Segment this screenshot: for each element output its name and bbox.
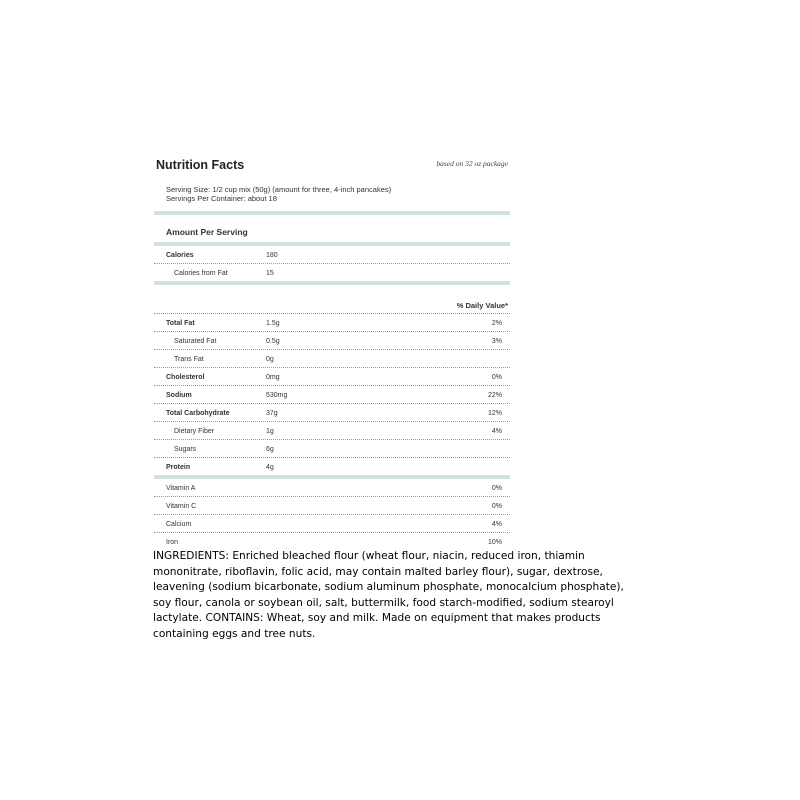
amount-per-serving-label: Amount Per Serving	[166, 227, 248, 237]
daily-value-header-row	[154, 285, 510, 314]
nutrient-label: Trans Fat	[174, 356, 204, 363]
nutrient-amount: 1.5g	[266, 320, 280, 327]
calories-value: 180	[266, 252, 278, 259]
nutrient-percent: 22%	[487, 392, 502, 399]
vitamin-row-calcium	[154, 515, 510, 533]
vitamin-label: Vitamin A	[166, 485, 196, 492]
nutrient-percent: 2%	[491, 320, 502, 327]
calories-label: Calories	[166, 252, 194, 259]
nutrient-amount: 1g	[266, 428, 274, 435]
calories-from-fat-label: Calories from Fat	[174, 270, 228, 277]
calories-from-fat-value: 15	[266, 270, 274, 277]
nutrient-row-saturated-fat	[154, 332, 510, 350]
based-on-note: based on 32 oz package	[436, 159, 508, 168]
serving-size: Serving Size: 1/2 cup mix (50g) (amount for three, 4-inch pancakes)	[166, 185, 392, 194]
nutrient-amount: 530mg	[266, 392, 288, 399]
nutrient-row-protein	[154, 458, 510, 475]
nutrient-amount: 37g	[266, 410, 278, 417]
vitamin-row-vitamin-c	[154, 497, 510, 515]
ingredients-text: INGREDIENTS: Enriched bleached flour (wheat flour, niacin, reduced iron, thiamin mononitrate, riboflavin, folic acid, may contain malted barley flour), sugar, dextrose, leavening (sodium bicarbonate, sodium aluminum phosphate, monocalcium phosphate), soy flour, canola or soybean oil, salt, buttermilk, food starch-modified, sodium stearoyl lactylate. CONTAINS: Wheat, soy and milk. Made on equipment that makes products containing eggs and tree nuts.	[153, 550, 624, 640]
nutrient-label: Sodium	[166, 392, 192, 399]
panel-header	[154, 150, 510, 176]
nutrient-row-dietary-fiber	[154, 422, 510, 440]
nutrient-label: Dietary Fiber	[174, 428, 215, 435]
calories-from-fat-row	[154, 264, 510, 281]
nutrient-label: Total Carbohydrate	[166, 410, 230, 417]
nutrient-percent: 4%	[491, 428, 502, 435]
vitamin-row-vitamin-a	[154, 479, 510, 497]
nutrient-amount: 0mg	[266, 374, 280, 381]
nutrient-label: Protein	[166, 464, 191, 471]
vitamin-percent: 4%	[491, 521, 502, 528]
nutrient-row-sodium	[154, 386, 510, 404]
nutrient-amount: 6g	[266, 446, 274, 453]
nutrient-row-total-fat	[154, 314, 510, 332]
nutrient-row-trans-fat	[154, 350, 510, 368]
nutrient-label: Saturated Fat	[174, 338, 217, 345]
vitamin-percent: 0%	[491, 485, 502, 492]
nutrition-facts-panel	[154, 150, 510, 550]
nutrient-amount: 0g	[266, 356, 274, 363]
vitamin-label: Iron	[166, 539, 179, 546]
panel-title: Nutrition Facts	[156, 158, 245, 172]
amount-per-serving-header	[154, 215, 510, 242]
calories-row	[154, 246, 510, 264]
nutrient-label: Cholesterol	[166, 374, 205, 381]
daily-value-header: % Daily Value*	[456, 301, 508, 310]
nutrient-amount: 4g	[266, 464, 274, 471]
nutrient-percent: 3%	[491, 338, 502, 345]
nutrient-percent: 0%	[491, 374, 502, 381]
nutrient-row-cholesterol	[154, 368, 510, 386]
vitamin-label: Calcium	[166, 521, 192, 528]
vitamin-percent: 10%	[487, 539, 502, 546]
vitamin-label: Vitamin C	[166, 503, 197, 510]
nutrient-row-sugars	[154, 440, 510, 458]
nutrient-amount: 0.5g	[266, 338, 280, 345]
nutrient-label: Total Fat	[166, 320, 195, 327]
nutrient-percent: 12%	[487, 410, 502, 417]
vitamin-row-iron	[154, 533, 510, 550]
serving-info	[154, 186, 510, 203]
nutrient-label: Sugars	[174, 446, 197, 453]
servings-per-container: Servings Per Container: about 18	[166, 193, 277, 203]
vitamin-percent: 0%	[491, 503, 502, 510]
nutrient-row-total-carbohydrate	[154, 404, 510, 422]
